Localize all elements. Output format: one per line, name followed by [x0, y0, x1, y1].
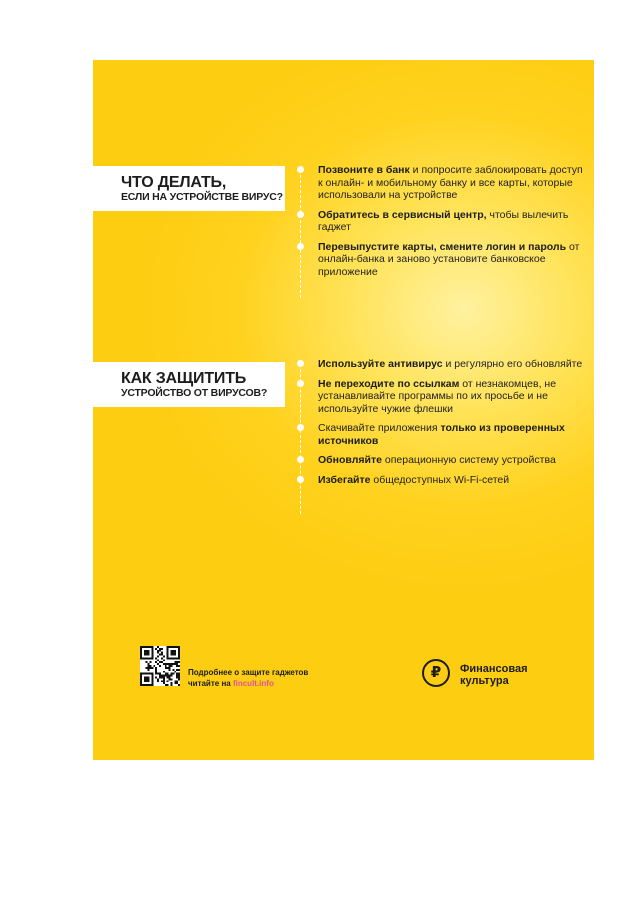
section-title: КАК ЗАЩИТИТЬ	[121, 370, 247, 387]
section-title: ЧТО ДЕЛАТЬ,	[121, 174, 227, 191]
how-to-protect-list	[289, 358, 589, 493]
section-subtitle: УСТРОЙСТВО ОТ ВИРУСОВ?	[121, 387, 268, 399]
bullet-icon	[297, 380, 304, 387]
fincult-link[interactable]: fincult.info	[232, 679, 274, 688]
list-item: Обратитесь в сервисный центр, чтобы вылечить гаджет	[289, 209, 589, 234]
list-item: Не переходите по ссылкам от незнакомцев, не устанавливайте программы по их просьбе и не используйте чужие флешки	[289, 378, 589, 416]
bullet-icon	[297, 211, 304, 218]
more-info-line2: читайте на fincult.info	[188, 679, 274, 688]
bullet-icon	[297, 476, 304, 483]
more-info-line1: Подробнее о защите гаджетов	[188, 668, 309, 677]
bullet-icon	[297, 456, 304, 463]
list-item: Используйте антивирус и регулярно его обновляйте	[289, 358, 589, 371]
more-info-text	[188, 667, 308, 689]
list-item: Обновляйте операционную систему устройства	[289, 454, 589, 467]
list-item: Позвоните в банк и попросите заблокировать доступ к онлайн- и мобильному банку и все карты, которые использовали на устройстве	[289, 164, 589, 202]
bullet-icon	[297, 166, 304, 173]
list-item: Перевыпустите карты, смените логин и пароль от онлайн-банка и заново установите банковское приложение	[289, 241, 589, 279]
section-subtitle: ЕСЛИ НА УСТРОЙСТВЕ ВИРУС?	[121, 191, 283, 203]
section-what-to-do-label	[93, 166, 285, 211]
brand-name: Финансовая культура	[460, 663, 528, 687]
ruble-logo-icon: ₽	[422, 659, 450, 687]
poster	[93, 60, 594, 760]
bullet-icon	[297, 424, 304, 431]
section-how-to-protect-label	[93, 362, 285, 407]
bullet-icon	[297, 360, 304, 367]
bullet-icon	[297, 243, 304, 250]
list-item: Избегайте общедоступных Wi-Fi-сетей	[289, 474, 589, 487]
what-to-do-list	[289, 164, 589, 285]
qr-code-icon[interactable]	[140, 646, 180, 686]
list-item: Скачивайте приложения только из проверенных источников	[289, 422, 589, 447]
